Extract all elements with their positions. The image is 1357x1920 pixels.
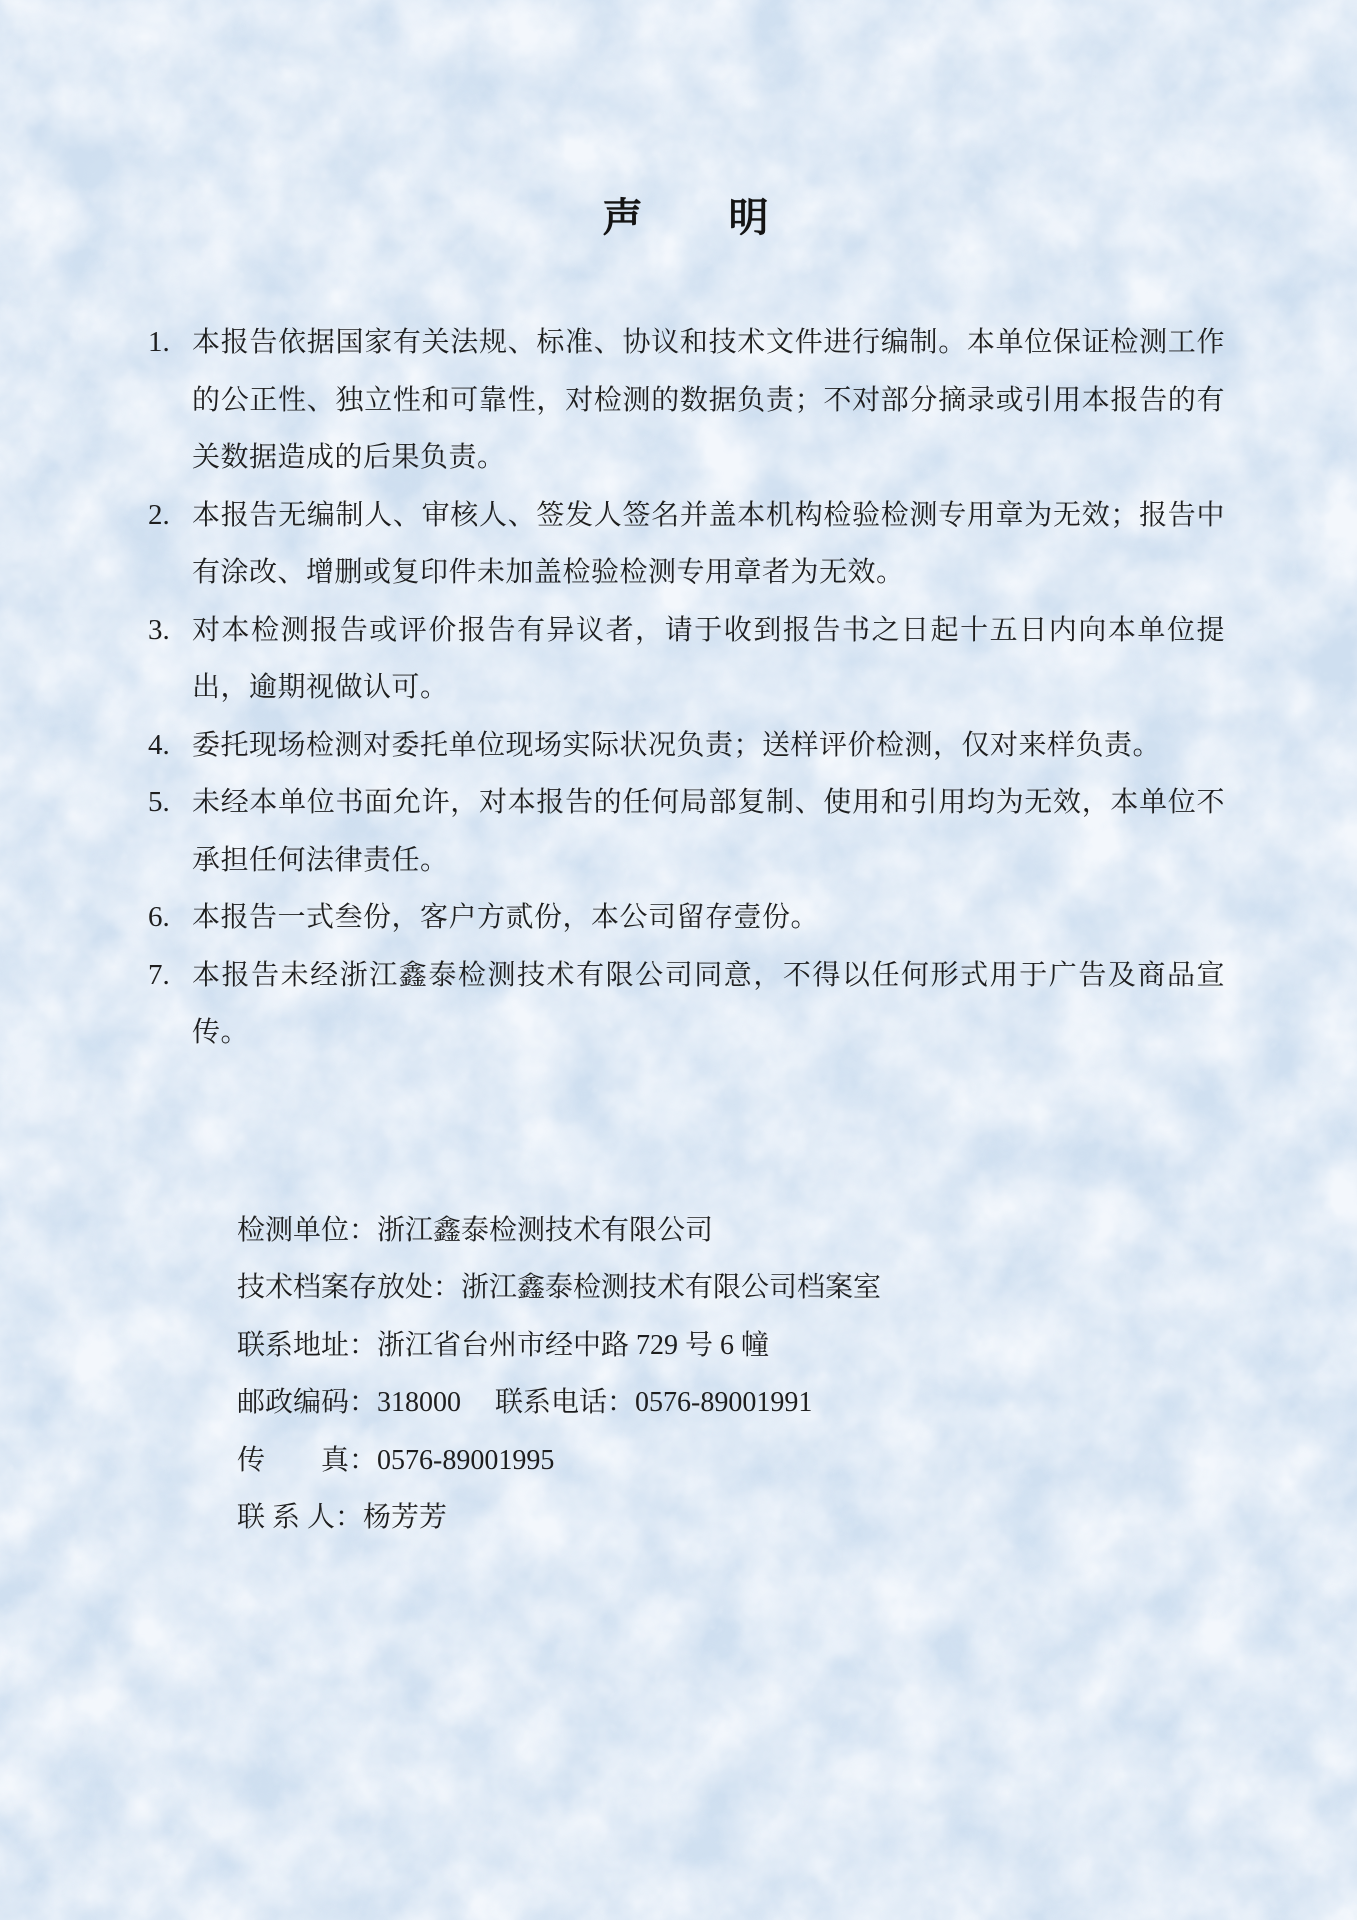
page-title: 声 明	[602, 196, 771, 240]
contact-address: 联系地址：浙江省台州市经中路 729 号 6 幢	[237, 1329, 770, 1361]
contact-postcode: 邮政编码：318000	[237, 1387, 462, 1418]
item-number: 7.	[148, 958, 170, 991]
contact-postcode-phone	[237, 1374, 1225, 1432]
item-text: 委托现场检测对委托单位现场实际状况负责；送样评价检测，仅对来样负责。	[192, 729, 1162, 761]
declaration-item	[148, 717, 1225, 775]
declaration-item	[148, 889, 1225, 947]
declaration-item	[148, 947, 1225, 1062]
item-number: 1.	[148, 326, 170, 358]
declaration-item	[148, 487, 1225, 602]
item-text: 未经本单位书面允许，对本报告的任何局部复制、使用和引用均为无效，本单位不承担任何法律责任。	[192, 787, 1225, 876]
contact-unit: 检测单位：浙江鑫泰检测技术有限公司	[237, 1214, 714, 1246]
contact-person: 联 系 人：杨芳芳	[237, 1502, 448, 1533]
declaration-item	[148, 602, 1225, 717]
contact-archive: 技术档案存放处：浙江鑫泰检测技术有限公司档案室	[237, 1272, 882, 1303]
item-text: 本报告未经浙江鑫泰检测技术有限公司同意，不得以任何形式用于广告及商品宣传。	[192, 959, 1225, 1048]
contact-phone: 联系电话：0576-89001991	[495, 1387, 813, 1418]
item-number: 3.	[148, 613, 170, 646]
contact-block	[237, 1202, 1225, 1547]
item-text: 本报告无编制人、审核人、签发人签名并盖本机构检验检测专用章为无效；报告中有涂改、增删或复印件未加盖检验检测专用章者为无效。	[192, 499, 1225, 588]
item-number: 5.	[148, 786, 170, 818]
item-number: 6.	[148, 901, 170, 933]
declaration-item	[148, 314, 1225, 487]
declaration-item	[148, 774, 1225, 889]
item-text: 本报告依据国家有关法规、标准、协议和技术文件进行编制。本单位保证检测工作的公正性、独立性和可靠性，对检测的数据负责；不对部分摘录或引用本报告的有关数据造成的后果负责。	[192, 327, 1225, 473]
item-text: 本报告一式叁份，客户方贰份，本公司留存壹份。	[192, 902, 820, 933]
declaration-list	[148, 314, 1225, 1062]
item-number: 2.	[148, 498, 170, 531]
contact-fax: 传 真：0576-89001995	[237, 1444, 555, 1476]
item-number: 4.	[148, 728, 170, 761]
item-text: 对本检测报告或评价报告有异议者，请于收到报告书之日起十五日内向本单位提出，逾期视做认可。	[192, 614, 1225, 703]
